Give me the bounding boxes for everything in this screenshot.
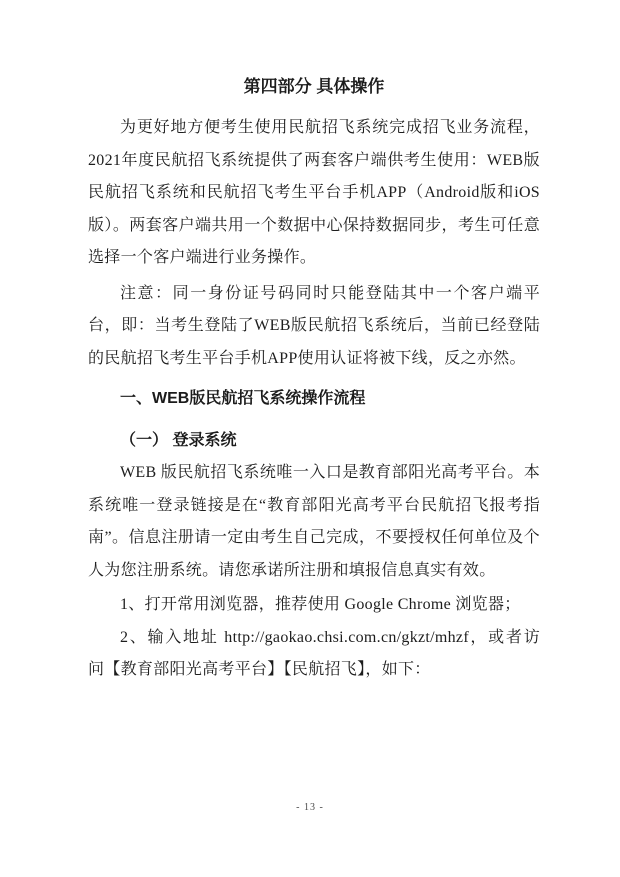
- paragraph-intro: 为更好地方便考生使用民航招飞系统完成招飞业务流程，2021年度民航招飞系统提供了两套客户端供考生使用：WEB版民航招飞系统和民航招飞考生平台手机APP（Android版和iOS版）。两套客户端共用一个数据中心保持数据同步，考生可任意选择一个客户端进行业务操作。: [88, 119, 540, 266]
- page-number: - 13 -: [296, 802, 324, 813]
- document-content: [88, 74, 540, 687]
- paragraph-notice: 注意：同一身份证号码同时只能登陆其中一个客户端平台，即：当考生登陆了WEB版民航招飞系统后，当前已经登陆的民航招飞考生平台手机APP使用认证将被下线，反之亦然。: [88, 284, 540, 367]
- paragraph-login: WEB 版民航招飞系统唯一入口是教育部阳光高考平台。本系统唯一登录链接是在“教育部阳光高考平台民航招飞报考指南”。信息注册请一定由考生自己完成，不要授权任何单位及个人为您注册系统。请您承诺所注册和填报信息真实有效。: [88, 464, 540, 579]
- list-item-enter-address: 2、输入地址 http://gaokao.chsi.com.cn/gkzt/mhzf，或者访问【教育部阳光高考平台】【民航招飞】，如下：: [88, 628, 540, 678]
- subsection-heading-login-system: （一） 登录系统: [120, 432, 237, 449]
- section-heading-web-system-flow: 一、WEB版民航招飞系统操作流程: [120, 390, 366, 407]
- document-title: 第四部分 具体操作: [243, 77, 385, 96]
- list-item-open-browser: 1、打开常用浏览器，推荐使用 Google Chrome 浏览器；: [120, 596, 521, 613]
